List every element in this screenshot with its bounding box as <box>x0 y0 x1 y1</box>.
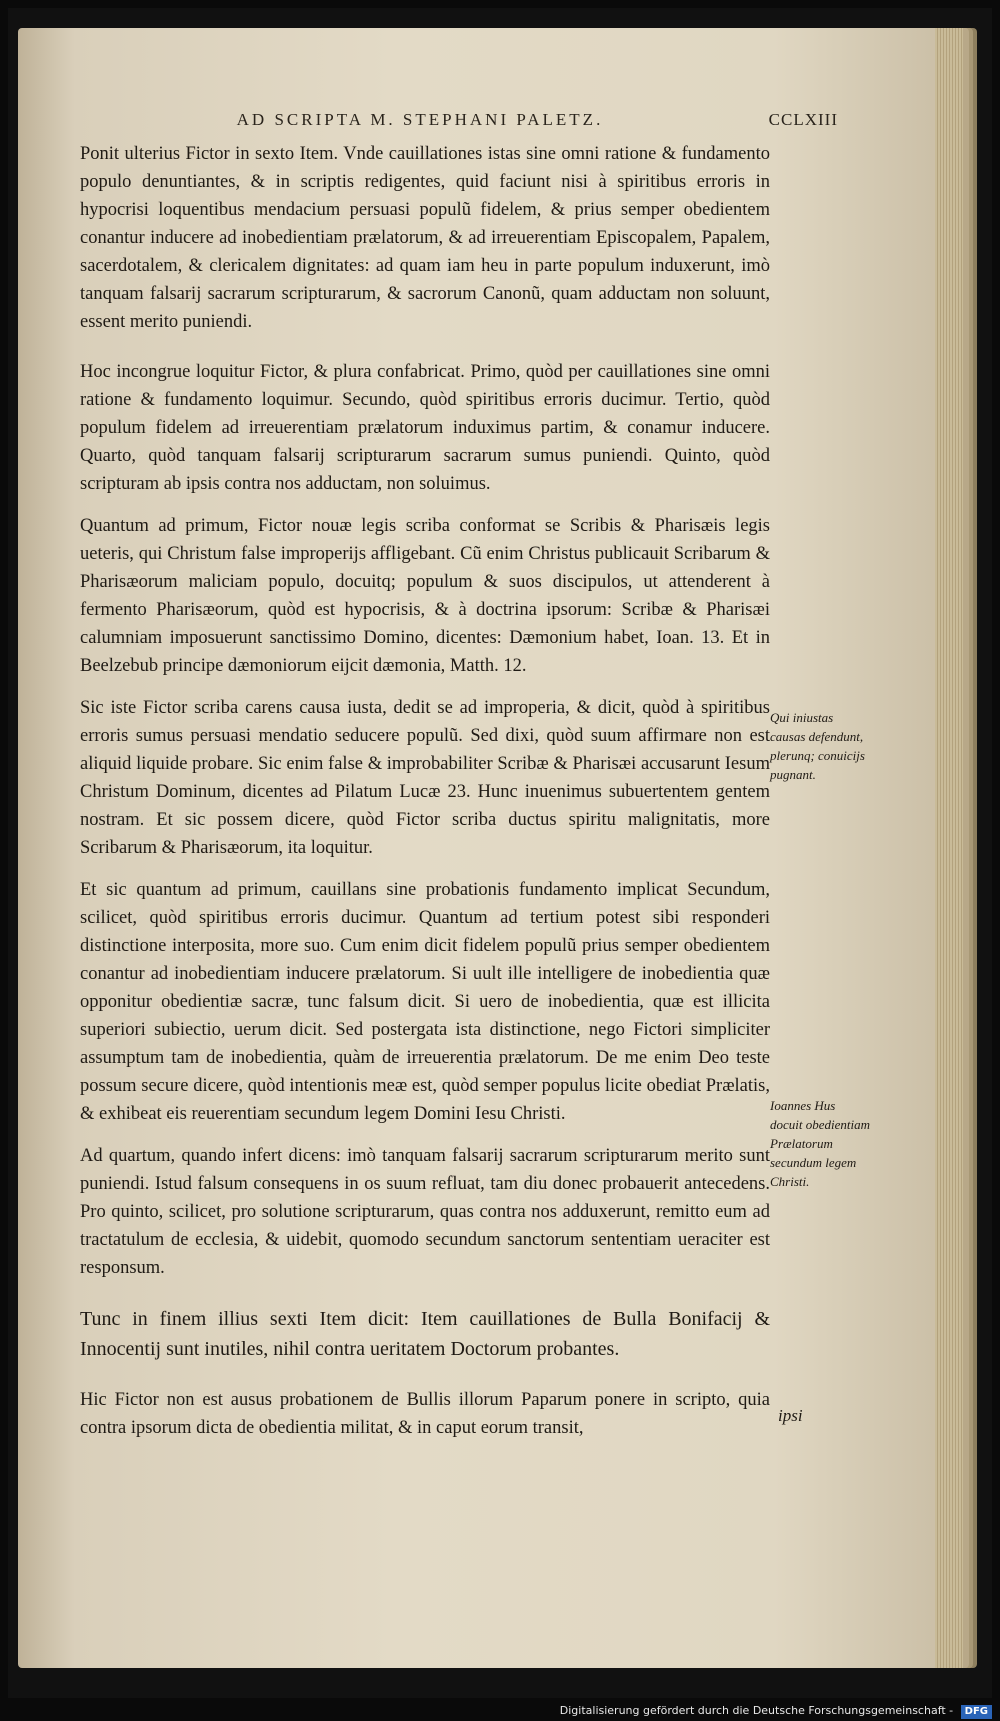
margin-note-1: Qui iniustas causas defendunt, plerunq; conuicijs pugnant. <box>770 710 865 782</box>
paragraph-1: Ponit ulterius Fictor in sexto Item. Vnde cauillationes istas sine omni ratione & fundamento populo denuntiantes, & in scriptis redigentes, quid faciunt nisi à spiritibus erroris in hypocrisi loquentibus mendacium persuasi populũ fidelem, & prius semper obedientem conantur inducere ad inobedientiam prælatorum, & ad irreuerentiam Episcopalem, Papalem, sacerdotalem, & clericalem dignitates: ad quam iam heu in parte populum induxerunt, imò tanquam falsarij sacrarum scripturarum, & sacrorum Canonũ, quam adductam non soluunt, essent merito puniendi. <box>80 144 770 332</box>
folio-number: CCLXIII <box>768 110 838 129</box>
paragraph-4: Sic iste Fictor scriba carens causa iusta, dedit se ad improperia, & dicit, quòd à spiritibus erroris sumus persuasi mendatio seducere populũ. Sed dixi, quòd suum affirmare non est aliquid liquide probare. Sic enim false & improbabiliter Scribæ & Pharisæi accusarunt Iesum Christum Dominum, dicentes ad Pilatum Lucæ 23. Hunc inuenimus subuertentem gentem nostram. Et sic possem dicere, quòd Fictor scriba ductus spiritu malignitatis, more Scribarum & Pharisæorum, ita loquitur. <box>80 698 770 858</box>
digitization-footer <box>0 1701 1000 1721</box>
margin-note-2: Ioannes Hus docuit obedientiam Prælatorum secundum legem Christi. <box>770 1098 871 1189</box>
footer-credit: Digitalisierung gefördert durch die Deutsche Forschungsgemeinschaft - <box>559 1704 954 1717</box>
scan-frame <box>8 8 992 1698</box>
book-page <box>18 28 963 1668</box>
catchword: ipsi <box>778 1406 803 1425</box>
paragraph-5: Et sic quantum ad primum, cauillans sine probationis fundamento implicat Secundum, scilicet, quòd spiritibus erroris ducimur. Quantum ad tertium potest sibi responderi distinctione interposita, more suo. Cum enim dicit fidelem populũ prius semper obedientem conantur ad inobedientiam inducere prælatorum. Si uult ille intelligere de inobedientia quæ opponitur obedientiæ sacræ, tunc falsum dicit. Si uero de inobedientia, quæ est illicita superiori subiectio, uerum dicit. Sed postergata ista distinctione, nego Fictori simpliciter assumptum tam de inobedientia, quàm de irreuerentia prælatorum. De me enim Deo teste possum secure dicere, quòd intentionis meæ est, quòd semper populus licite obediat Prælatis, & exhibeat eis reuerentiam secundum legem Domini Iesu Christi. <box>80 880 770 1124</box>
page-edge <box>935 28 963 1668</box>
paragraph-8: Hic Fictor non est ausus probationem de Bullis illorum Paparum ponere in scripto, quia contra ipsorum dicta de obedientia militat, & in caput eorum transit, <box>80 1390 770 1438</box>
paragraph-7: Tunc in finem illius sexti Item dicit: Item cauillationes de Bulla Bonifacij & Innocentij sunt inutiles, nihil contra ueritatem Doctorum probantes. <box>80 1308 770 1360</box>
paragraph-6: Ad quartum, quando infert dicens: imò tanquam falsarij sacrarum scripturarum merito sunt puniendi. Istud falsum consequens in os suum refluat, tam diu donec probauerit antecedens. Pro quinto, scilicet, pro solutione scripturarum, quas contra nos adduxerunt, remitto eum ad tractatulum de ecclesia, & uidebit, quomodo secundum sanctorum sententiam ueraciter est responsum. <box>80 1146 770 1278</box>
running-head: AD SCRIPTA M. STEPHANI PALETZ. <box>236 110 604 129</box>
body-text <box>80 140 770 1456</box>
dfg-logo-icon: DFG <box>961 1705 992 1719</box>
paragraph-2: Hoc incongrue loquitur Fictor, & plura confabricat. Primo, quòd per cauillationes sine omni ratione & fundamento loquimur. Secundo, quòd spiritibus erroris ducimur. Tertio, quòd populum fidelem ad irreuerentiam prælatorum induximus partim, & conamur inducere. Quarto, quòd tanquam falsarij scripturarum sacrarum sumus puniendi. Quinto, quòd scripturam ab ipsis contra nos adductam, non soluimus. <box>80 362 770 494</box>
paragraph-3: Quantum ad primum, Fictor nouæ legis scriba conformat se Scribis & Pharisæis legis ueteris, qui Christum false improperijs affligebant. Cũ enim Christus publicauit Scribarum & Pharisæorum maliciam populo, docuitq; populum & suos discipulos, ut attenderent à fermento Pharisæorum, quòd est hypocrisis, & à doctrina ipsorum: Scribæ & Pharisæi calumniam imposuerunt sanctissimo Domino, dicentes: Dæmonium habet, Ioan. 13. Et in Beelzebub principe dæmoniorum eijcit dæmonia, Matth. 12. <box>80 516 770 676</box>
